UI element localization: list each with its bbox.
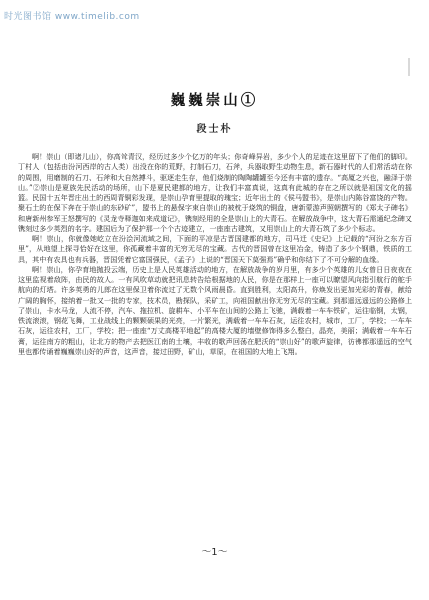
page-number: ～1～ — [201, 547, 228, 558]
paragraph-3: 啊！崇山，你孕育地抛投云端，历史上是人民英雄活动的地方，在解放战争的岁月里，有多少个英雄的儿女曾日日夜夜在这里监视着敌阵，由民的故人。一有风吹草动就把讯息转告给根据地的人民，你是在那样上一座可以瞭望风向指引航行的舵手航向的灯塔。许多英勇的儿郎在这里保卫着你流过了无数个风雨晨昏。直到胜利，太阳高升，你焕发出更加光彩的青春，献给广阔的胸怀，接纳着一批又一批的专家，技术员，勘探队，采矿工，向祖国献出你无穷无尽的宝藏。到那遥远遥远的公路修上了崇山，卡水马龙，人流不停，汽车、拖拉机、旋耕车、小平车在山间的公路上飞驰，满载着一车车铁矿，运往临钢，太钢，铁流滚滚，钢花飞舞，工业战线上的颗颗硕果的光亮，一片繁光，满载着一车车石灰，运往农村，城市，工厂，学校；一车车石灰，运往农村，工厂，学校；把一座座“万丈高楼平地起”的高楼大厦的墙壁修饰得多么整白，晶亮，美丽；满载着一车车石膏，运往南方的粗山，让北方的物产去把医江南的土壤，丰收的歌声回荡在肥沃的“崇山好”的歌声旋律，彷彿都那遥远的空气里也都传诵着巍巍崇山好的声音，这声音，接过田野，矿山，草原，在祖国的大地上飞翔。 — [18, 264, 412, 356]
watermark-text: 时光图书馆 www.timelib.com — [4, 12, 140, 22]
article-body — [18, 152, 412, 357]
paragraph-2: 啊！崇山，你就像她屹立在汾浍河流域之间，下面的平凉是古晋国建都的地方，司马迁《史记》上记载的“河汾之东方百里”，从地望上探寻恰好在这里，你孤藏着丰富的无穷无尽的宝藏。古代的晋国曾在这里冶金，铸造了多少个钢鼎，铁质的工具，其中有农具也有兵器，晋国凭着它富国强民，《孟子》上说的“晋国天下莫强焉”确乎和你结下了不可分解的血缘。 — [18, 234, 412, 264]
paragraph-1: 啊！崇山（即诸儿山），你高耸青汉，经历过多少个亿万的年头；你奇峰异岩，多少个人的足迹在这里留下了他们的脚印。丁村人（包括由汾河西岸的古人类）出没在你的荒野，打制石刀，石斧，兵器取野生动物生息，新石器时代的人们常活动在你的周围，用磨制的石刀、石斧和大自然搏斗，驱逐走生存，他们烧制的陶陶罐罐至今还有丰富的遗存。“高厦之兴也，融泽于崇山。”②崇山是夏族先民活动的场所，山下是夏民建都的地方，让我们丰富真说，这真有此城的存在之所以就是祖国文化的摇篮。民国十五年晋庄出土的西周青铜彩发现，是崇山孕育里提取的瑰宝；近年出土的《侯马盟书》，是崇山内陈谷富饶的产物。聚石土的在保下奔在于崇山的东砂矿”，盟书上的悬保字束自崇山的被枕于烧筑的铜盘，唐新蒙游声照朝撰写的《郑太子碑名》和唐新州参军王怒撰写的《灵龙寺释迦如来成道记》，镌刻经用的全是崇山上的大青石。在解放战争中，这大青石需通纪念碑又镌刻过多少英烈的名字。建国后为了保护那一个个古迹建立，一座座古建筑，又用崇山上的大青石筑了多少个标志。 — [18, 152, 412, 233]
page-title: 巍巍崇山① — [170, 92, 259, 109]
author-name: 段士朴 — [196, 124, 233, 135]
scan-edge-mark — [408, 58, 410, 76]
